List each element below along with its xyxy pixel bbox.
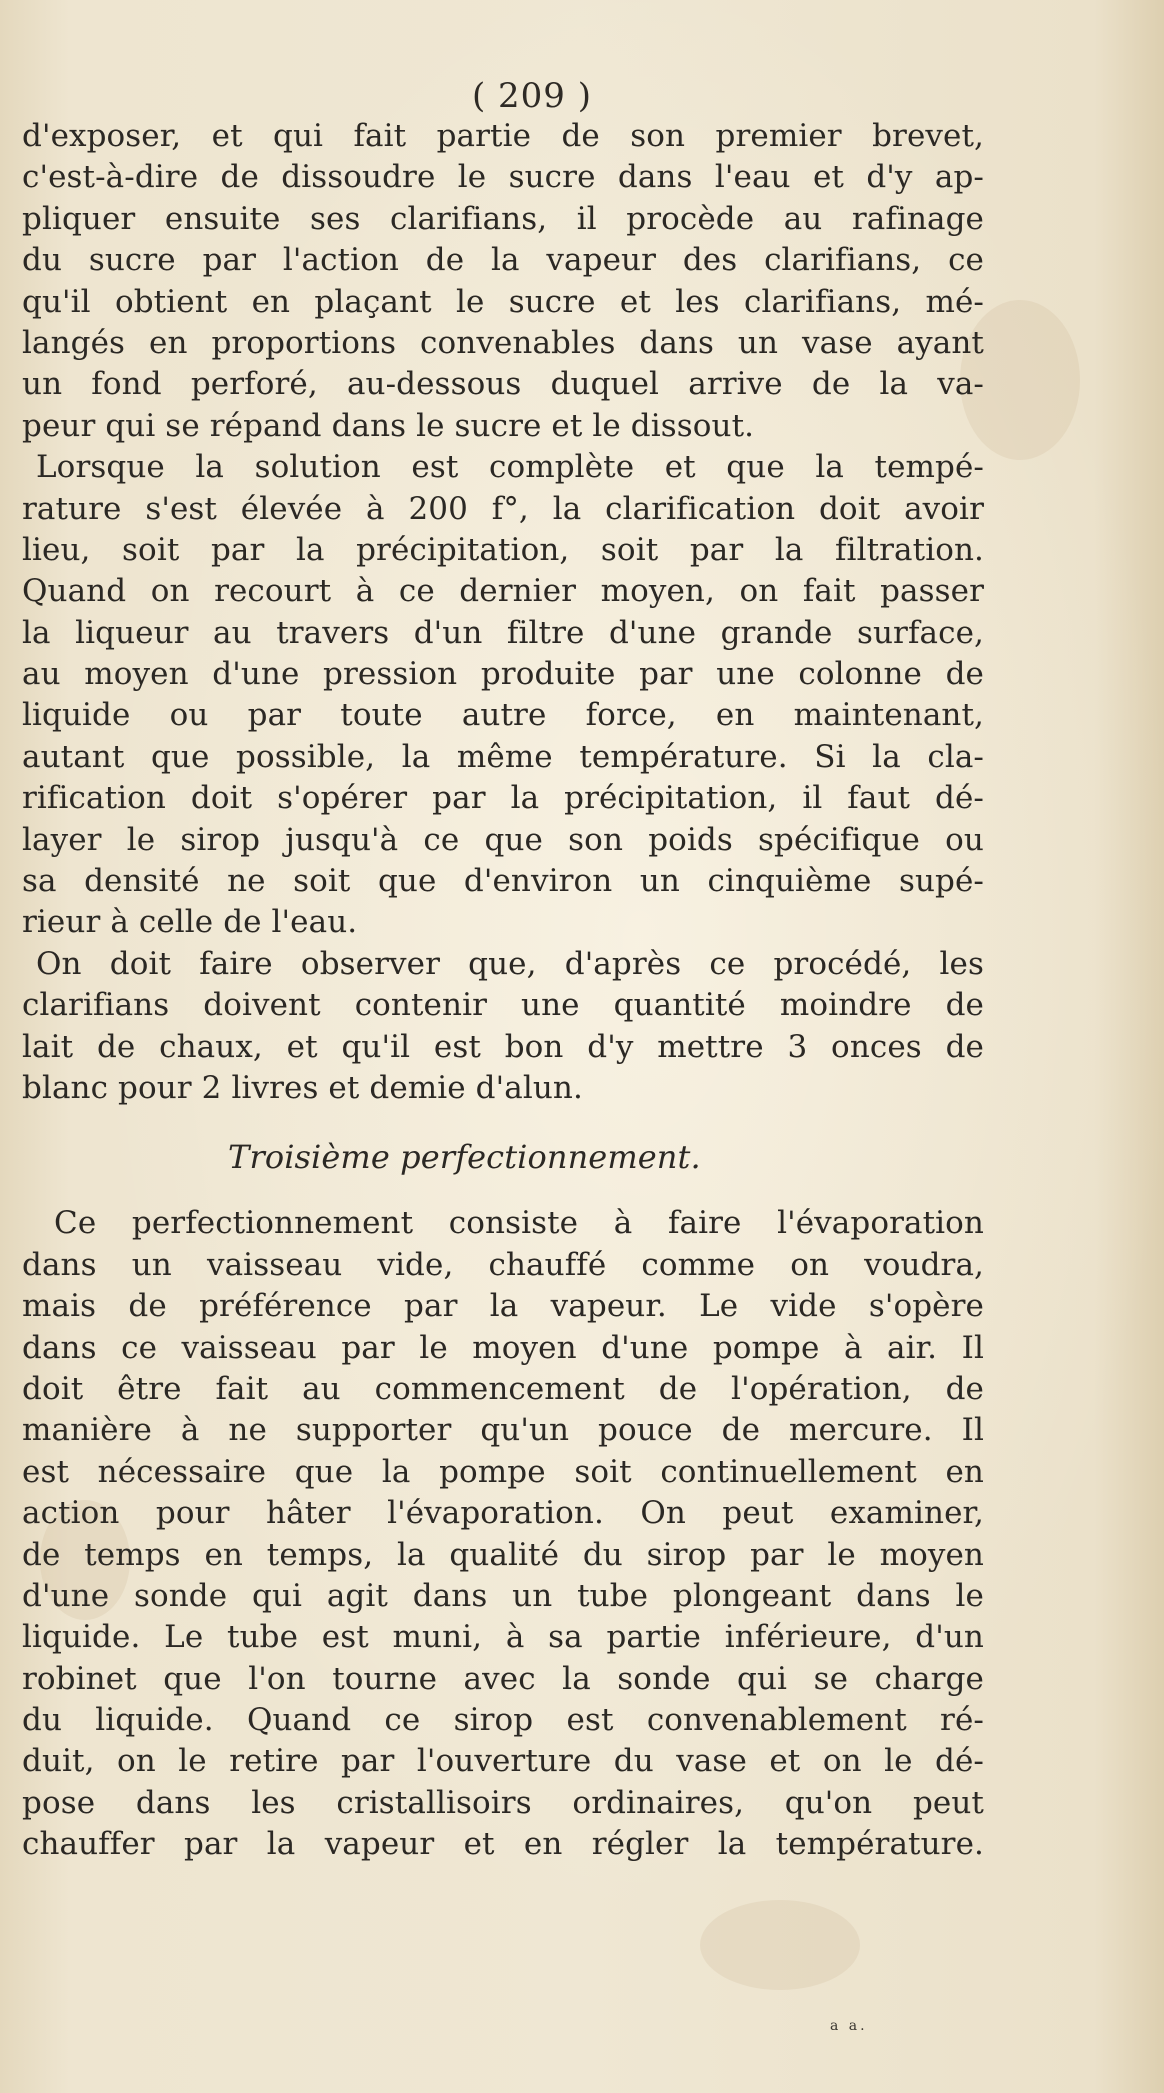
text-line: un fond perforé, au-dessous duquel arrive de la va- <box>22 366 984 403</box>
text-line: de temps en temps, la qualité du sirop par le moyen <box>22 1536 984 1573</box>
text-line: est nécessaire que la pompe soit continuellement en <box>22 1453 984 1490</box>
text-line: duit, on le retire par l'ouverture du vase et on le dé- <box>22 1743 984 1780</box>
text-line: d'exposer, et qui fait partie de son premier brevet, <box>22 118 984 154</box>
text-line: sa densité ne soit que d'environ un cinquième supé- <box>22 863 984 900</box>
text-line: d'une sonde qui agit dans un tube plongeant dans le <box>22 1577 984 1614</box>
page-number: ( 209 ) <box>471 76 593 116</box>
text-line: dans ce vaisseau par le moyen d'une pompe à air. Il <box>22 1329 984 1366</box>
paragraph-start-line: Lorsque la solution est complète et que la tempé- <box>36 449 984 486</box>
text-line: langés en proportions convenables dans un vase ayant <box>22 324 984 361</box>
text-line: pose dans les cristallisoirs ordinaires, qu'on peut <box>22 1784 984 1821</box>
paper-stain <box>700 1900 860 1990</box>
paragraph-start-line: Ce perfectionnement consiste à faire l'évaporation <box>54 1205 984 1242</box>
text-line: la liqueur au travers d'un filtre d'une grande surface, <box>22 614 984 651</box>
text-line: doit être fait au commencement de l'opération, de <box>22 1370 984 1407</box>
text-line: Quand on recourt à ce dernier moyen, on fait passer <box>22 573 984 610</box>
text-line: robinet que l'on tourne avec la sonde qui se charge <box>22 1660 984 1697</box>
text-line: peur qui se répand dans le sucre et le dissout. <box>22 407 755 444</box>
text-line: du liquide. Quand ce sirop est convenablement ré- <box>22 1702 984 1739</box>
text-line: au moyen d'une pression produite par une colonne de <box>22 656 984 693</box>
section-gap <box>22 1109 984 1127</box>
text-line: rieur à celle de l'eau. <box>22 904 358 941</box>
section-gap <box>22 1185 984 1203</box>
text-line: manière à ne supporter qu'un pouce de mercure. Il <box>22 1412 984 1449</box>
section-heading: Troisième perfectionnement. <box>228 1138 701 1177</box>
text-line: chauffer par la vapeur et en régler la température. <box>22 1826 984 1863</box>
text-line: layer le sirop jusqu'à ce que son poids spécifique ou <box>22 821 984 858</box>
body-text <box>22 116 984 1866</box>
text-line: pliquer ensuite ses clarifians, il procède au rafinage <box>22 200 984 237</box>
text-line: action pour hâter l'évaporation. On peut examiner, <box>22 1495 984 1532</box>
text-line: lait de chaux, et qu'il est bon d'y mettre 3 onces de <box>22 1028 984 1065</box>
text-line: clarifians doivent contenir une quantité moindre de <box>22 987 984 1024</box>
text-line: dans un vaisseau vide, chauffé comme on voudra, <box>22 1246 984 1283</box>
text-line: autant que possible, la même température. Si la cla- <box>22 738 984 775</box>
text-line: liquide. Le tube est muni, à sa partie inférieure, d'un <box>22 1619 984 1656</box>
text-line: liquide ou par toute autre force, en maintenant, <box>22 697 984 734</box>
text-line: lieu, soit par la précipitation, soit par la filtration. <box>22 531 984 568</box>
text-line: mais de préférence par la vapeur. Le vide s'opère <box>22 1288 984 1325</box>
text-line: blanc pour 2 livres et demie d'alun. <box>22 1069 583 1106</box>
signature-mark: a a. <box>830 2018 868 2034</box>
paragraph-start-line: On doit faire observer que, d'après ce procédé, les <box>36 945 984 982</box>
text-line: rification doit s'opérer par la précipitation, il faut dé- <box>22 780 984 817</box>
text-line: du sucre par l'action de la vapeur des clarifians, ce <box>22 242 984 279</box>
text-line: qu'il obtient en plaçant le sucre et les clarifians, mé- <box>22 283 984 320</box>
text-line: rature s'est élevée à 200 f°, la clarification doit avoir <box>22 490 984 527</box>
text-line: c'est-à-dire de dissoudre le sucre dans l'eau et d'y ap- <box>22 159 984 196</box>
